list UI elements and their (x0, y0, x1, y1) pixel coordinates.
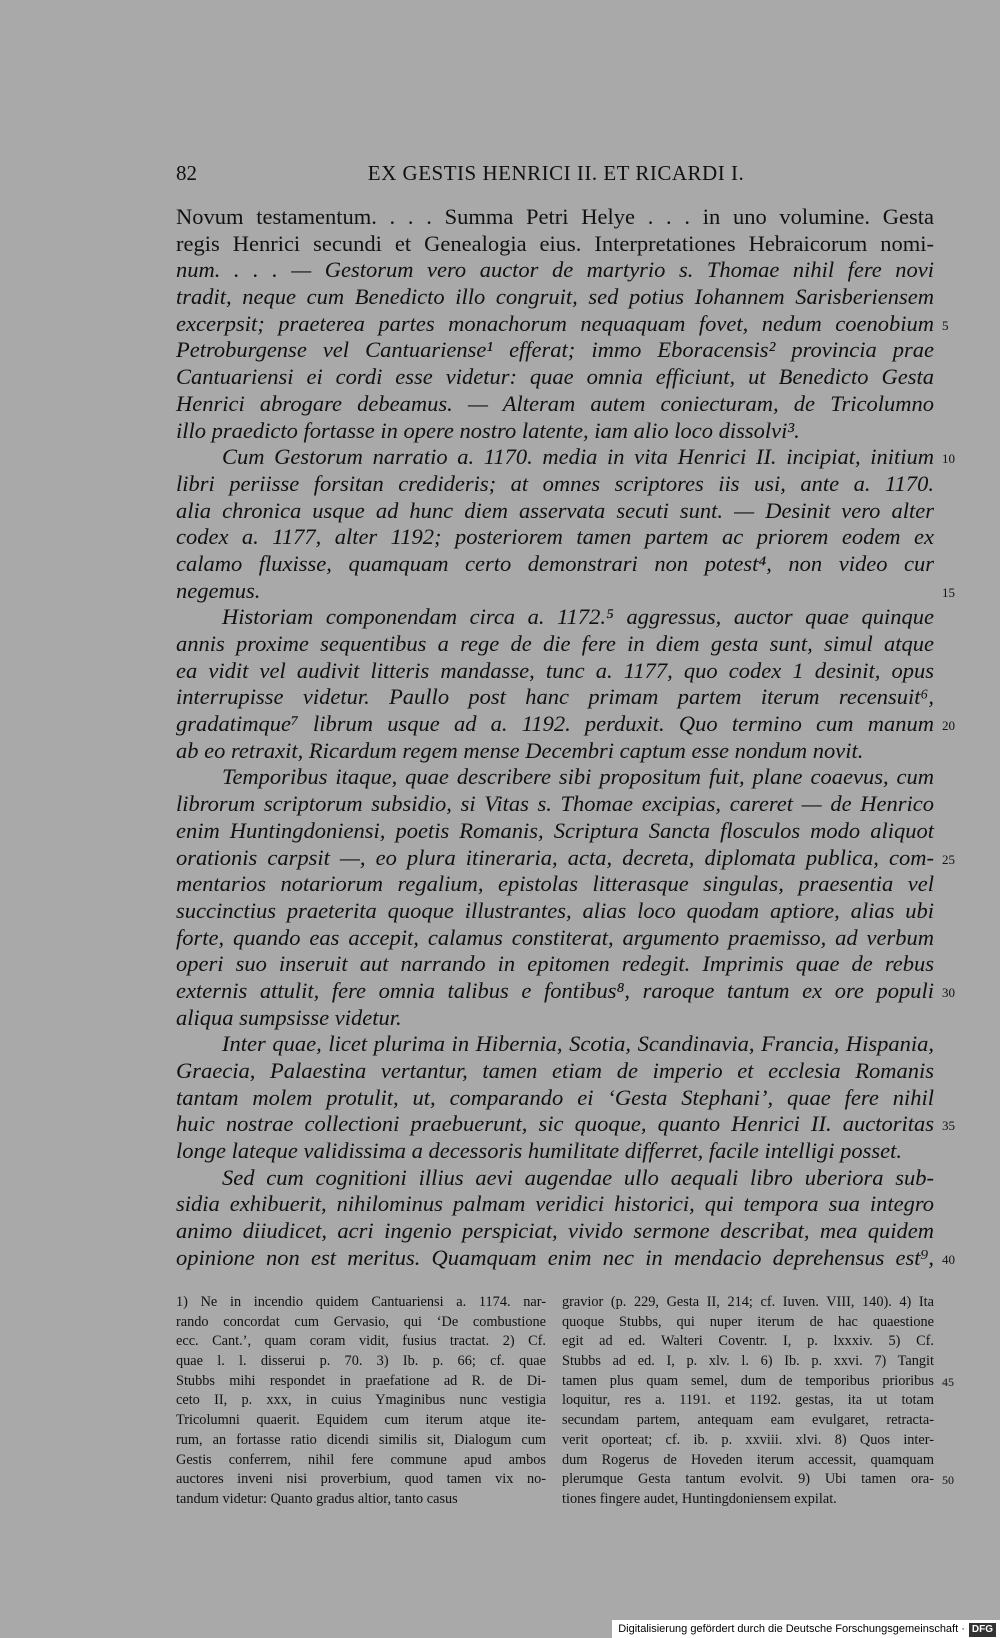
line-number: 15 (942, 584, 955, 600)
footnote-line-number: 45 (942, 1374, 954, 1389)
text-line (176, 1165, 934, 1192)
text-line-content: excerpsit; praeterea partes monachorum nequaquam fovet, nedum coenobium (176, 310, 934, 336)
text-line-content: negemus. (176, 577, 261, 603)
text-line-content: alia chronica usque ad hunc diem asservata secuti sunt. — Desinit vero alter (176, 497, 934, 523)
footnotes-left-column (176, 1293, 546, 1510)
text-line (176, 524, 934, 551)
footnote-line: dum Rogerus de Hoveden iterum accessit, quamquam (562, 1451, 934, 1468)
text-line (176, 444, 955, 471)
running-title: EX GESTIS HENRICI II. ET RICARDI I. (367, 161, 745, 185)
footnote-line: tamen plus quam semel, dum de temporibus prioribus (562, 1372, 934, 1389)
text-line (176, 1191, 934, 1218)
text-line-content: regis Henrici secundi et Genealogia eius. Interpretationes Hebraicorum nomi- (176, 230, 934, 256)
text-line-content: codex a. 1177, alter 1192; posteriorem tamen partem ac priorem eodem ex (176, 524, 934, 550)
footnote-line: Stubbs mihi respondet in praefatione ad R. de Di- (176, 1372, 546, 1389)
text-line (176, 337, 934, 364)
text-line-content: orationis carpsit —, eo plura itineraria, acta, decreta, diplomata publica, com- (176, 844, 934, 870)
footnote-line-number: 50 (942, 1473, 954, 1488)
footnote-line: tandum videtur: Quanto gradus altior, tanto casus (176, 1490, 458, 1507)
text-line-content: aliqua sumpsisse videtur. (176, 1004, 402, 1030)
line-number: 5 (942, 317, 949, 333)
text-line-content: mentarios notariorum regalium, epistolas litterasque singulas, praesentia vel (176, 871, 934, 897)
text-line (176, 1111, 955, 1138)
text-line-content: calamo fluxisse, quamquam certo demonstrari non potest⁴, non video cur (176, 550, 934, 576)
text-line (176, 977, 955, 1005)
text-line-content: Henrici abrogare debeamus. — Alteram autem coniecturam, de Tricolumno (176, 390, 934, 416)
text-line (176, 684, 934, 711)
page-number: 82 (176, 161, 197, 185)
footnote-line: egit ad ed. Walteri Coventr. I, p. lxxxiv. 5) Cf. (562, 1333, 934, 1350)
footnote-line: Gestis conferrem, nihil fere commune apud ambos (176, 1451, 546, 1468)
footnote-line: loquitur, res a. 1191. et 1192. gestas, ita ut totam (562, 1392, 934, 1409)
footnotes-right-column (562, 1293, 934, 1510)
text-line (176, 898, 934, 925)
footnote-line: rum, an fortasse ratio dicendi similis sit, Dialogum cum (176, 1431, 546, 1448)
text-line (176, 257, 934, 284)
text-line-content: opinione non est meritus. Quamquam enim nec in mendacio deprehensus est⁹, (176, 1244, 934, 1270)
text-line-content: Historiam componendam circa a. 1172.⁵ aggressus, auctor quae quinque (222, 604, 934, 630)
text-line-content: Sed cum cognitioni illius aevi augendae ullo aequali libro uberiora sub- (222, 1164, 934, 1190)
text-line (176, 231, 934, 258)
text-line-content: ea vidit vel audivit litteris mandasse, tunc a. 1177, quo codex 1 desinit, opus (176, 657, 934, 683)
text-line-content: tantam molem protulit, ut, comparando ei ‘Gesta Stephani’, quae fere nihil (176, 1084, 934, 1110)
text-line-content: huic nostrae collectioni praebuerunt, sic quoque, quanto Henrici II. auctoritas (176, 1111, 934, 1137)
text-line-content: ab eo retraxit, Ricardum regem mense Decembri captum esse nondum novit. (176, 737, 864, 763)
text-line (176, 391, 934, 418)
line-number: 20 (942, 718, 955, 734)
text-line (176, 604, 934, 631)
text-line (176, 471, 934, 498)
line-number: 10 (942, 451, 955, 467)
footnote-line: 1) Ne in incendio quidem Cantuariensi a. 1174. nar- (176, 1294, 546, 1310)
text-line (176, 951, 934, 978)
text-line (176, 1138, 934, 1165)
text-line (176, 711, 955, 738)
text-line (176, 631, 934, 658)
text-line-content: externis attulit, fere omnia talibus e fontibus⁸, raroque tantum ex ore populi (176, 977, 934, 1003)
footnote-line: secundam partem, antequam eam evulgaret, retracta- (562, 1412, 934, 1429)
text-line-content: Novum testamentum. . . . Summa Petri Helye . . . in uno volumine. Gesta (176, 204, 934, 229)
text-line (176, 1031, 934, 1058)
text-line (176, 204, 934, 231)
text-line (176, 658, 934, 685)
text-line (176, 284, 934, 311)
text-line-content: Graecia, Palaestina vertantur, tamen etiam de imperio et ecclesia Romanis (176, 1058, 934, 1083)
line-number: 40 (942, 1251, 955, 1267)
footnote-line: ceto II, p. xxx, in cuius Ymaginibus nunc vestigia (176, 1392, 546, 1409)
text-line-content: num. . . . — Gestorum vero auctor de martyrio s. Thomae nihil fere novi (176, 257, 934, 283)
text-line (176, 1058, 934, 1085)
text-line-content: librorum scriptorum subsidio, si Vitas s. Thomae excipias, careret — de Henrico (176, 791, 934, 817)
text-line (176, 310, 949, 338)
text-line-content: Petroburgense vel Cantuariense¹ efferat; immo Eboracensis² provincia prae (176, 337, 934, 363)
text-line-content: Cum Gestorum narratio a. 1170. media in vita Henrici II. incipiat, initium (222, 444, 934, 470)
text-line-content: illo praedicto fortasse in opere nostro latente, iam alio loco dissolvi³. (176, 417, 800, 443)
text-line-content: Inter quae, licet plurima in Hibernia, Scotia, Scandinavia, Francia, Hispania, (222, 1031, 934, 1057)
text-line (176, 418, 934, 445)
text-line (176, 1244, 955, 1272)
text-line-content: Cantuariensi ei cordi esse videtur: quae omnia efficiunt, ut Benedicto Gesta (176, 364, 934, 390)
text-line-content: succinctius praeterita quoque illustrantes, alias loco quodam aptiore, alias ubi (176, 897, 934, 923)
text-line-content: enim Huntingdoniensi, poetis Romanis, Scriptura Sancta flosculos modo aliquot (176, 817, 934, 843)
text-line (176, 764, 934, 791)
text-line (176, 844, 955, 872)
footnote-line: tiones fingere audet, Huntingdoniensem expilat. (562, 1490, 837, 1507)
footnote-line: ecc. Cant.’, quam coram vidit, fusius tractat. 2) Cf. (176, 1333, 546, 1350)
text-line-content: annis proxime sequentibus a rege de die fere in diem gesta sunt, simul atque (176, 631, 934, 656)
footnote-line: Tricolumni quaerit. Equidem cum iterum atque ite- (176, 1412, 546, 1429)
text-line-content: libri periisse forsitan credideris; at omnes scriptores iis usi, ante a. 1170. (176, 470, 934, 496)
text-line (176, 791, 934, 818)
text-line-content: interrupisse videtur. Paullo post hanc primam partem iterum recensuit⁶, (176, 684, 934, 710)
footnote-line: gravior (p. 229, Gesta II, 214; cf. Iuven. VIII, 140). 4) Ita (562, 1294, 934, 1310)
body-text (176, 204, 955, 1272)
footnote-line: rando concordat cum Gervasio, qui ‘De combustione (176, 1313, 546, 1330)
text-line-content: longe lateque validissima a decessoris humilitate differret, facile intelligi posset. (176, 1138, 902, 1164)
text-line-content: sidia exhibuerit, nihilominus palmam veridici historici, qui tempora sua integro (176, 1191, 934, 1217)
footnote-line: Stubbs ad ed. I, p. xlv. l. 6) Ib. p. xxvi. 7) Tangit (562, 1353, 934, 1370)
line-number: 35 (942, 1118, 955, 1134)
footnote-line: quoque Stubbs, qui nuper iterum de hac quaestione (562, 1313, 934, 1330)
text-line (176, 871, 934, 898)
text-line (176, 925, 934, 952)
page-header (176, 161, 936, 189)
funding-footer (612, 1620, 1000, 1638)
text-line (176, 498, 934, 525)
text-line (176, 1218, 934, 1245)
line-number: 25 (942, 851, 955, 867)
dfg-logo: DFG (969, 1623, 996, 1637)
text-line-content: forte, quando eas accepit, calamus constiterat, argumento praemisso, ad verbum (176, 924, 934, 950)
text-line (176, 364, 934, 391)
text-line (176, 1005, 934, 1032)
text-line (176, 738, 934, 765)
line-number: 30 (942, 984, 955, 1000)
text-line-content: Temporibus itaque, quae describere sibi propositum fuit, plane coaevus, cum (222, 764, 934, 790)
text-line-content: gradatimque⁷ librum usque ad a. 1192. perduxit. Quo termino cum manum (176, 711, 934, 737)
text-line-content: operi suo inseruit aut narrando in epitomen redegit. Imprimis quae de rebus (176, 951, 934, 977)
text-line-content: animo diiudicet, acri ingenio perspiciat, vivido sermone describat, mea quidem (176, 1218, 934, 1244)
text-line-content: tradit, neque cum Benedicto illo congruit, sed potius Iohannem Sarisberiensem (176, 284, 934, 310)
funding-text: Digitalisierung gefördert durch die Deutsche Forschungsgemeinschaft · (618, 1623, 965, 1635)
text-line (176, 818, 934, 845)
text-line (176, 577, 955, 605)
text-line (176, 1085, 934, 1112)
footnote-line: plerumque Gesta tantum evolvit. 9) Ubi tamen ora- (562, 1471, 934, 1488)
footnote-line: verit oporteat; cf. ib. p. xxviii. xlvi. 8) Quos inter- (562, 1431, 934, 1448)
footnote-line: quae l. l. disserui p. 70. 3) Ib. p. 66; cf. quae (176, 1353, 546, 1370)
footnote-line: auctores inveni nisi proverbium, quod tamen vix no- (176, 1471, 546, 1488)
text-line (176, 551, 934, 578)
